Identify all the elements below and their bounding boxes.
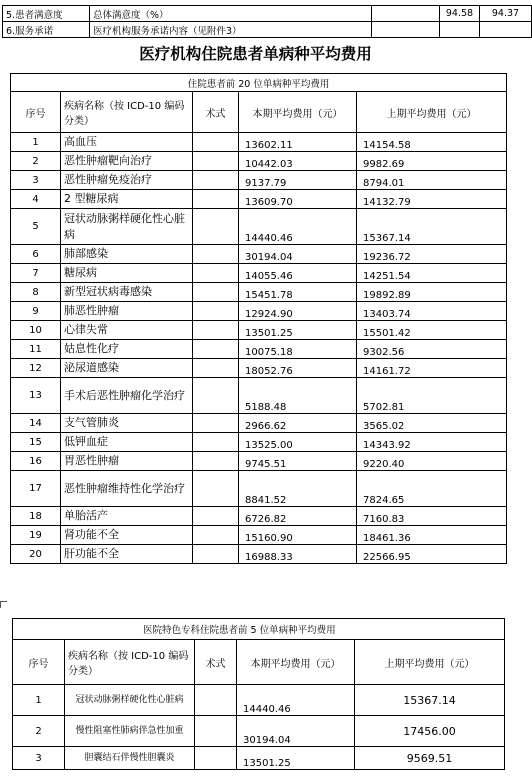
previous-cost: 14161.72 bbox=[357, 359, 507, 378]
surgery-method bbox=[193, 171, 239, 190]
table-row bbox=[11, 152, 507, 171]
row-number: 5 bbox=[11, 209, 61, 245]
table-row bbox=[11, 378, 507, 414]
current-cost: 15451.78 bbox=[239, 283, 357, 302]
current-cost: 15160.90 bbox=[239, 526, 357, 545]
value-cell: 94.37 bbox=[480, 6, 532, 22]
disease-name: 手术后恶性肿瘤化学治疗 bbox=[61, 378, 193, 414]
row-number: 6 bbox=[11, 245, 61, 264]
disease-name: 肺恶性肿瘤 bbox=[61, 302, 193, 321]
desc-cell: 总体满意度（%） bbox=[90, 6, 372, 22]
surgery-method bbox=[193, 526, 239, 545]
previous-cost: 5702.81 bbox=[357, 378, 507, 414]
header-method: 术式 bbox=[195, 640, 237, 685]
row-number: 17 bbox=[11, 471, 61, 507]
surgery-method bbox=[193, 414, 239, 433]
row-number: 9 bbox=[11, 302, 61, 321]
table-row bbox=[13, 685, 505, 716]
row-number: 18 bbox=[11, 507, 61, 526]
header-previous: 上期平均费用（元） bbox=[355, 640, 505, 685]
current-cost: 14440.46 bbox=[239, 209, 357, 245]
row-number: 13 bbox=[11, 378, 61, 414]
previous-cost: 8794.01 bbox=[357, 171, 507, 190]
disease-name: 慢性阻塞性肺病伴急性加重 bbox=[65, 716, 195, 747]
row-number: 14 bbox=[11, 414, 61, 433]
current-cost: 10075.18 bbox=[239, 340, 357, 359]
row-number: 8 bbox=[11, 283, 61, 302]
row-number: 10 bbox=[11, 321, 61, 340]
previous-cost: 9982.69 bbox=[357, 152, 507, 171]
surgery-method bbox=[195, 685, 237, 716]
specialty-cost-table bbox=[12, 618, 505, 770]
previous-cost: 18461.36 bbox=[357, 526, 507, 545]
disease-name: 单胎活产 bbox=[61, 507, 193, 526]
row-number: 3 bbox=[11, 171, 61, 190]
row-number: 7 bbox=[11, 264, 61, 283]
current-cost: 16988.33 bbox=[239, 545, 357, 564]
previous-cost: 19892.89 bbox=[357, 283, 507, 302]
table-row bbox=[11, 133, 507, 152]
previous-cost: 14154.58 bbox=[357, 133, 507, 152]
previous-cost: 19236.72 bbox=[357, 245, 507, 264]
disease-name: 肾功能不全 bbox=[61, 526, 193, 545]
row-number: 15 bbox=[11, 433, 61, 452]
table-row bbox=[11, 526, 507, 545]
current-cost: 2966.62 bbox=[239, 414, 357, 433]
current-cost: 5188.48 bbox=[239, 378, 357, 414]
table-row bbox=[3, 6, 532, 22]
disease-name: 新型冠状病毒感染 bbox=[61, 283, 193, 302]
disease-name: 恶性肿瘤靶向治疗 bbox=[61, 152, 193, 171]
current-cost: 10442.03 bbox=[239, 152, 357, 171]
header-method: 术式 bbox=[193, 92, 239, 133]
header-current: 本期平均费用（元） bbox=[237, 640, 355, 685]
table-row bbox=[11, 545, 507, 564]
previous-cost: 14251.54 bbox=[357, 264, 507, 283]
previous-cost: 3565.02 bbox=[357, 414, 507, 433]
table-row bbox=[11, 452, 507, 471]
surgery-method bbox=[193, 264, 239, 283]
row-number: 19 bbox=[11, 526, 61, 545]
value-cell: 94.58 bbox=[440, 6, 480, 22]
current-cost: 14055.46 bbox=[239, 264, 357, 283]
disease-name: 恶性肿瘤免疫治疗 bbox=[61, 171, 193, 190]
disease-name: 低钾血症 bbox=[61, 433, 193, 452]
previous-cost: 13403.74 bbox=[357, 302, 507, 321]
header-name: 疾病名称（按 ICD-10 编码分类） bbox=[65, 640, 195, 685]
disease-name: 胆囊结石伴慢性胆囊炎 bbox=[65, 747, 195, 770]
value-cell bbox=[372, 22, 440, 38]
row-number: 2 bbox=[11, 152, 61, 171]
surgery-method bbox=[193, 245, 239, 264]
table-row bbox=[11, 302, 507, 321]
current-cost: 9137.79 bbox=[239, 171, 357, 190]
row-number: 3 bbox=[13, 747, 65, 770]
disease-name: 肝功能不全 bbox=[61, 545, 193, 564]
row-number: 4 bbox=[11, 190, 61, 209]
surgery-method bbox=[193, 283, 239, 302]
surgery-method bbox=[193, 378, 239, 414]
current-cost: 30194.04 bbox=[239, 245, 357, 264]
surgery-method bbox=[193, 152, 239, 171]
current-cost: 8841.52 bbox=[239, 471, 357, 507]
previous-cost: 9302.56 bbox=[357, 340, 507, 359]
table-header-row bbox=[13, 640, 505, 685]
current-cost: 13602.11 bbox=[239, 133, 357, 152]
item-cell: 5.患者满意度 bbox=[3, 6, 90, 22]
table-row bbox=[11, 283, 507, 302]
desc-cell: 医疗机构服务承诺内容（见附件3） bbox=[90, 22, 372, 38]
previous-cost: 7824.65 bbox=[357, 471, 507, 507]
row-number: 20 bbox=[11, 545, 61, 564]
row-number: 16 bbox=[11, 452, 61, 471]
previous-cost: 22566.95 bbox=[357, 545, 507, 564]
current-cost: 12924.90 bbox=[239, 302, 357, 321]
previous-cost: 9220.40 bbox=[357, 452, 507, 471]
table-caption: 医院特色专科住院患者前 5 位单病种平均费用 bbox=[13, 619, 505, 640]
surgery-method bbox=[193, 545, 239, 564]
surgery-method bbox=[193, 359, 239, 378]
current-cost: 9745.51 bbox=[239, 452, 357, 471]
table-row bbox=[13, 716, 505, 747]
value-cell bbox=[440, 22, 480, 38]
table-row bbox=[11, 321, 507, 340]
previous-cost: 14132.79 bbox=[357, 190, 507, 209]
surgery-method bbox=[193, 209, 239, 245]
previous-cost: 14343.92 bbox=[357, 433, 507, 452]
page-title: 医疗机构住院患者单病种平均费用 bbox=[139, 44, 372, 63]
table-row bbox=[11, 190, 507, 209]
table-row bbox=[11, 209, 507, 245]
disease-name: 支气管肺炎 bbox=[61, 414, 193, 433]
table-header-row bbox=[11, 92, 507, 133]
current-cost: 30194.04 bbox=[237, 716, 355, 747]
table-row bbox=[11, 245, 507, 264]
header-no: 序号 bbox=[13, 640, 65, 685]
disease-name: 心律失常 bbox=[61, 321, 193, 340]
surgery-method bbox=[193, 507, 239, 526]
disease-name: 糖尿病 bbox=[61, 264, 193, 283]
value-cell bbox=[480, 22, 532, 38]
current-cost: 13609.70 bbox=[239, 190, 357, 209]
row-number: 1 bbox=[13, 685, 65, 716]
surgery-method bbox=[193, 321, 239, 340]
previous-cost: 15367.14 bbox=[357, 209, 507, 245]
table-row bbox=[11, 433, 507, 452]
current-cost: 6726.82 bbox=[239, 507, 357, 526]
surgery-method bbox=[193, 433, 239, 452]
table-row bbox=[11, 171, 507, 190]
satisfaction-table bbox=[2, 5, 532, 38]
table-row bbox=[11, 264, 507, 283]
disease-name: 胃恶性肿瘤 bbox=[61, 452, 193, 471]
surgery-method bbox=[193, 471, 239, 507]
previous-cost: 15367.14 bbox=[355, 685, 505, 716]
disease-name: 2 型糖尿病 bbox=[61, 190, 193, 209]
table-row bbox=[11, 414, 507, 433]
current-cost: 18052.76 bbox=[239, 359, 357, 378]
table-row bbox=[13, 747, 505, 770]
table-row bbox=[11, 507, 507, 526]
header-no: 序号 bbox=[11, 92, 61, 133]
disease-name: 冠状动脉粥样硬化性心脏病 bbox=[65, 685, 195, 716]
table-row bbox=[3, 22, 532, 38]
disease-name: 恶性肿瘤维持性化学治疗 bbox=[61, 471, 193, 507]
value-cell bbox=[372, 6, 440, 22]
disease-name: 姑息性化疗 bbox=[61, 340, 193, 359]
corner-mark-icon bbox=[0, 601, 7, 608]
surgery-method bbox=[195, 747, 237, 770]
current-cost: 13501.25 bbox=[239, 321, 357, 340]
table-caption: 住院患者前 20 位单病种平均费用 bbox=[11, 74, 507, 92]
table-caption-row bbox=[11, 74, 507, 92]
surgery-method bbox=[193, 190, 239, 209]
previous-cost: 7160.83 bbox=[357, 507, 507, 526]
top20-cost-table bbox=[10, 73, 507, 564]
row-number: 11 bbox=[11, 340, 61, 359]
row-number: 12 bbox=[11, 359, 61, 378]
current-cost: 14440.46 bbox=[237, 685, 355, 716]
current-cost: 13525.00 bbox=[239, 433, 357, 452]
header-previous: 上期平均费用（元） bbox=[357, 92, 507, 133]
disease-name: 高血压 bbox=[61, 133, 193, 152]
header-name: 疾病名称（按 ICD-10 编码分类） bbox=[61, 92, 193, 133]
surgery-method bbox=[193, 340, 239, 359]
disease-name: 泌尿道感染 bbox=[61, 359, 193, 378]
current-cost: 13501.25 bbox=[237, 747, 355, 770]
disease-name: 冠状动脉粥样硬化性心脏病 bbox=[61, 209, 193, 245]
item-cell: 6.服务承诺 bbox=[3, 22, 90, 38]
surgery-method bbox=[193, 302, 239, 321]
table-row bbox=[11, 340, 507, 359]
disease-name: 肺部感染 bbox=[61, 245, 193, 264]
row-number: 2 bbox=[13, 716, 65, 747]
surgery-method bbox=[193, 133, 239, 152]
surgery-method bbox=[193, 452, 239, 471]
previous-cost: 9569.51 bbox=[355, 747, 505, 770]
previous-cost: 17456.00 bbox=[355, 716, 505, 747]
table-caption-row bbox=[13, 619, 505, 640]
surgery-method bbox=[195, 716, 237, 747]
row-number: 1 bbox=[11, 133, 61, 152]
previous-cost: 15501.42 bbox=[357, 321, 507, 340]
table-row bbox=[11, 359, 507, 378]
header-current: 本期平均费用（元） bbox=[239, 92, 357, 133]
table-row bbox=[11, 471, 507, 507]
